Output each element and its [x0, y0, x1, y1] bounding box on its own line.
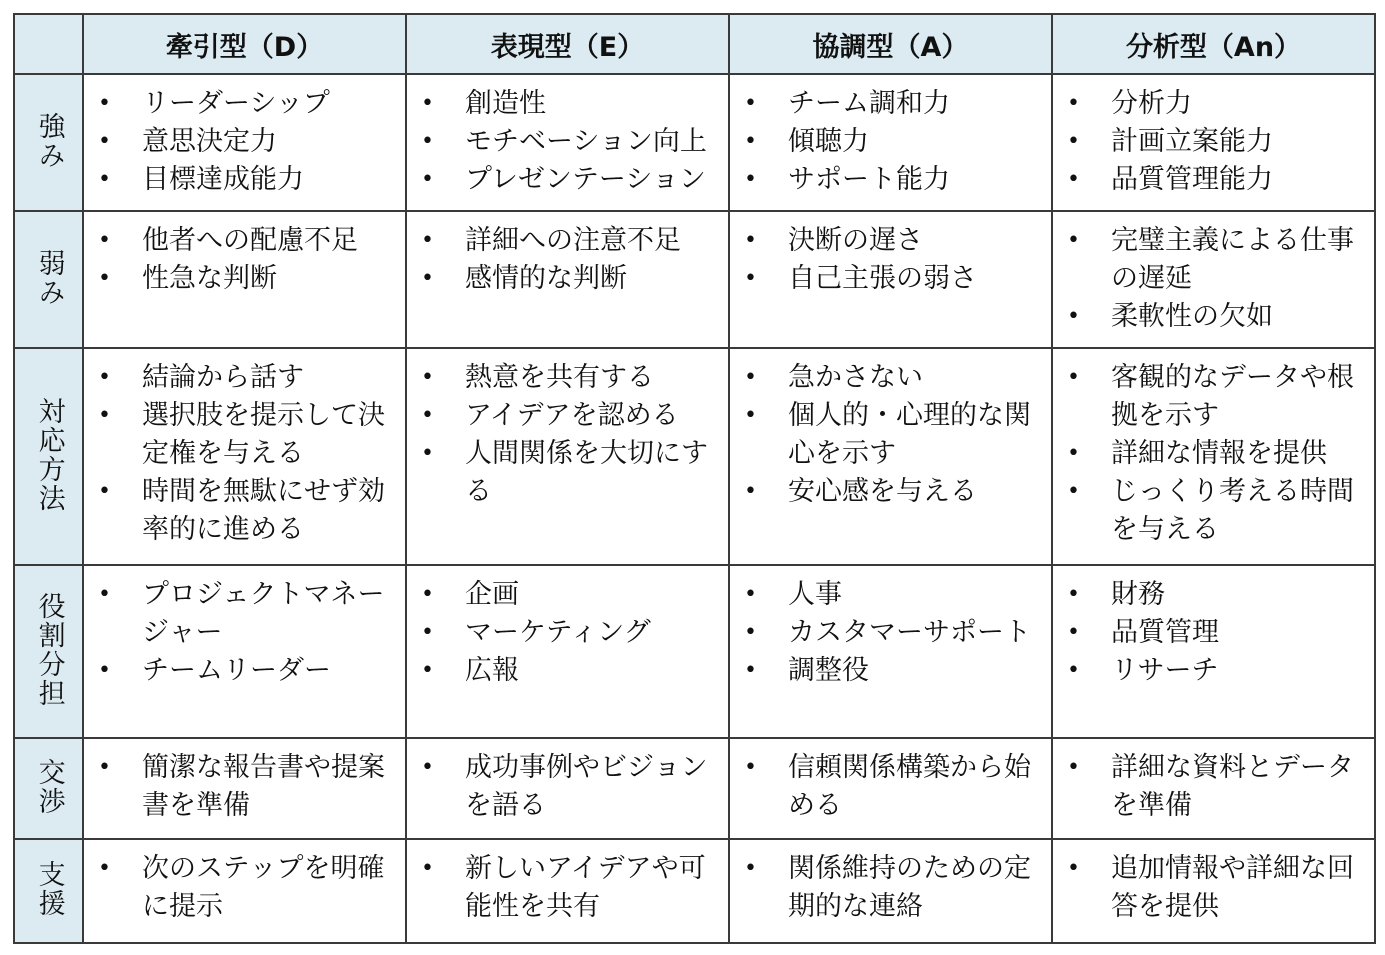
- bullet-list: [84, 739, 405, 831]
- list-item: • サポート能力: [742, 161, 1047, 199]
- list-item: • 追加情報や詳細な回答を提供: [1065, 850, 1370, 926]
- bullet-list: [84, 840, 405, 932]
- cell-approach-expressive: [406, 348, 729, 565]
- table-row-support: [14, 839, 1375, 943]
- list-item: • 人事: [742, 576, 1047, 614]
- list-item: • 詳細への注意不足: [419, 222, 724, 260]
- cell-negotiation-analytical: [1052, 738, 1375, 839]
- list-item: • 計画立案能力: [1065, 123, 1370, 161]
- list-item: • 広報: [419, 652, 724, 690]
- cell-support-analytical: [1052, 839, 1375, 943]
- list-item: • 信頼関係構築から始める: [742, 749, 1047, 825]
- list-item: • リサーチ: [1065, 652, 1370, 690]
- table-row-roles: [14, 565, 1375, 738]
- list-item: • 調整役: [742, 652, 1047, 690]
- table-row-strengths: [14, 74, 1375, 211]
- bullet-list: [84, 566, 405, 696]
- bullet-list: [84, 349, 405, 555]
- bullet-list: [730, 566, 1051, 696]
- row-header-roles: [14, 565, 83, 738]
- list-item: • 分析力: [1065, 85, 1370, 123]
- cell-approach-driver: [83, 348, 406, 565]
- cell-strengths-expressive: [406, 74, 729, 211]
- list-item: • 企画: [419, 576, 724, 614]
- corner-cell: [14, 14, 83, 74]
- row-header-label: 役割分担: [33, 591, 65, 708]
- list-item: • 成功事例やビジョンを語る: [419, 749, 724, 825]
- row-header-weaknesses: [14, 211, 83, 348]
- list-item: • 意思決定力: [96, 123, 401, 161]
- cell-weaknesses-expressive: [406, 211, 729, 348]
- cell-support-amiable: [729, 839, 1052, 943]
- cell-negotiation-amiable: [729, 738, 1052, 839]
- list-item: • 急かさない: [742, 359, 1047, 397]
- cell-approach-amiable: [729, 348, 1052, 565]
- table-row-approach: [14, 348, 1375, 565]
- list-item: • プロジェクトマネージャー: [96, 576, 401, 652]
- list-item: • マーケティング: [419, 614, 724, 652]
- cell-strengths-amiable: [729, 74, 1052, 211]
- bullet-list: [84, 212, 405, 304]
- header-expressive: 表現型（E）: [406, 14, 729, 74]
- list-item: • 性急な判断: [96, 260, 401, 298]
- list-item: • 詳細な情報を提供: [1065, 435, 1370, 473]
- list-item: • 傾聴力: [742, 123, 1047, 161]
- list-item: • カスタマーサポート: [742, 614, 1047, 652]
- row-header-label: 対応方法: [33, 396, 65, 513]
- cell-approach-analytical: [1052, 348, 1375, 565]
- list-item: • 安心感を与える: [742, 473, 1047, 511]
- list-item: • 目標達成能力: [96, 161, 401, 199]
- header-amiable: 協調型（A）: [729, 14, 1052, 74]
- cell-strengths-analytical: [1052, 74, 1375, 211]
- list-item: • 品質管理能力: [1065, 161, 1370, 199]
- cell-weaknesses-analytical: [1052, 211, 1375, 348]
- list-item: • 品質管理: [1065, 614, 1370, 652]
- row-header-label: 交渉: [33, 757, 65, 816]
- table-row-weaknesses: [14, 211, 1375, 348]
- list-item: • 柔軟性の欠如: [1065, 298, 1370, 336]
- list-item: • 関係維持のための定期的な連絡: [742, 850, 1047, 926]
- bullet-list: [730, 212, 1051, 304]
- list-item: • 簡潔な報告書や提案書を準備: [96, 749, 401, 825]
- bullet-list: [1053, 840, 1374, 932]
- personality-type-table: [13, 13, 1376, 944]
- header-analytical: 分析型（An）: [1052, 14, 1375, 74]
- list-item: • 選択肢を提示して決定権を与える: [96, 397, 401, 473]
- list-item: • リーダーシップ: [96, 85, 401, 123]
- bullet-list: [1053, 739, 1374, 831]
- cell-support-driver: [83, 839, 406, 943]
- cell-roles-driver: [83, 565, 406, 738]
- list-item: • 次のステップを明確に提示: [96, 850, 401, 926]
- cell-roles-amiable: [729, 565, 1052, 738]
- bullet-list: [407, 75, 728, 205]
- bullet-list: [730, 739, 1051, 831]
- list-item: • 人間関係を大切にする: [419, 435, 724, 511]
- list-item: • 感情的な判断: [419, 260, 724, 298]
- table-body: [14, 74, 1375, 943]
- list-item: • 新しいアイデアや可能性を共有: [419, 850, 724, 926]
- list-item: • じっくり考える時間を与える: [1065, 473, 1370, 549]
- list-item: • 詳細な資料とデータを準備: [1065, 749, 1370, 825]
- header-driver: 牽引型（D）: [83, 14, 406, 74]
- cell-weaknesses-amiable: [729, 211, 1052, 348]
- list-item: • アイデアを認める: [419, 397, 724, 435]
- list-item: • 自己主張の弱さ: [742, 260, 1047, 298]
- row-header-support: [14, 839, 83, 943]
- cell-roles-expressive: [406, 565, 729, 738]
- list-item: • 完璧主義による仕事の遅延: [1065, 222, 1370, 298]
- cell-strengths-driver: [83, 74, 406, 211]
- row-header-label: 強み: [33, 111, 65, 170]
- bullet-list: [407, 349, 728, 517]
- bullet-list: [407, 212, 728, 304]
- bullet-list: [407, 566, 728, 696]
- list-item: • 個人的・心理的な関心を示す: [742, 397, 1047, 473]
- row-header-approach: [14, 348, 83, 565]
- bullet-list: [84, 75, 405, 205]
- bullet-list: [1053, 349, 1374, 555]
- cell-negotiation-driver: [83, 738, 406, 839]
- cell-weaknesses-driver: [83, 211, 406, 348]
- list-item: • 客観的なデータや根拠を示す: [1065, 359, 1370, 435]
- list-item: • 創造性: [419, 85, 724, 123]
- bullet-list: [407, 739, 728, 831]
- cell-roles-analytical: [1052, 565, 1375, 738]
- row-header-negotiation: [14, 738, 83, 839]
- row-header-label: 弱み: [33, 248, 65, 307]
- table-row-negotiation: [14, 738, 1375, 839]
- bullet-list: [730, 840, 1051, 932]
- list-item: • チームリーダー: [96, 652, 401, 690]
- list-item: • 他者への配慮不足: [96, 222, 401, 260]
- list-item: • プレゼンテーション: [419, 161, 724, 199]
- row-header-strengths: [14, 74, 83, 211]
- bullet-list: [1053, 566, 1374, 696]
- list-item: • 時間を無駄にせず効率的に進める: [96, 473, 401, 549]
- list-item: • 結論から話す: [96, 359, 401, 397]
- list-item: • モチベーション向上: [419, 123, 724, 161]
- list-item: • チーム調和力: [742, 85, 1047, 123]
- bullet-list: [407, 840, 728, 932]
- bullet-list: [730, 75, 1051, 205]
- bullet-list: [1053, 75, 1374, 205]
- cell-negotiation-expressive: [406, 738, 729, 839]
- list-item: • 熱意を共有する: [419, 359, 724, 397]
- bullet-list: [1053, 212, 1374, 342]
- row-header-label: 支援: [33, 860, 65, 918]
- cell-support-expressive: [406, 839, 729, 943]
- bullet-list: [730, 349, 1051, 517]
- list-item: • 財務: [1065, 576, 1370, 614]
- list-item: • 決断の遅さ: [742, 222, 1047, 260]
